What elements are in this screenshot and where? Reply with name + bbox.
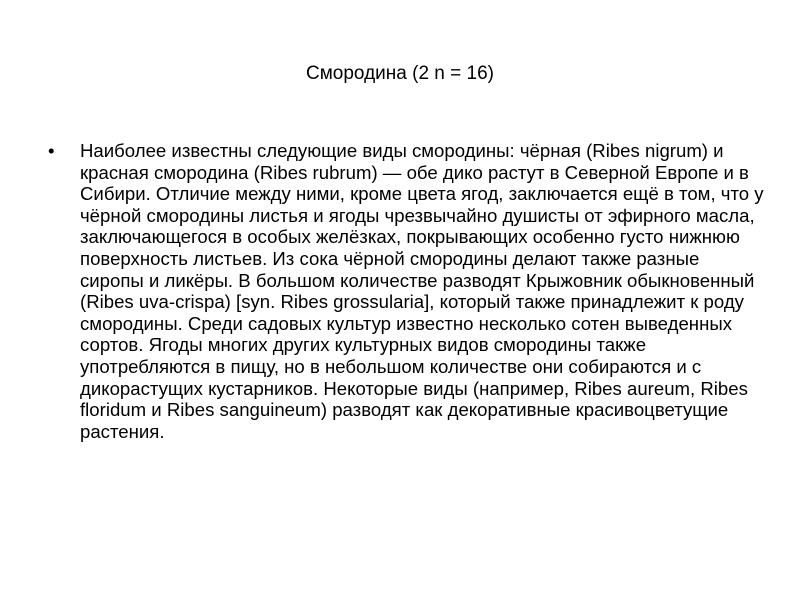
bullet-item bbox=[48, 140, 764, 442]
slide-body bbox=[48, 140, 764, 442]
bullet-text: Наиболее известны следующие виды смородины: чёрная (Ribes nigrum) и красная смородина (Ribes rubrum) — обе дико растут в Северной Европе и в Сибири. Отличие между ними, кроме цвета ягод, заключается ещё в том, что у чёрной смородины листья и ягоды чрезвычайно душисты от эфирного масла, заключающегося в особых желёзках, покрывающих особенно густо нижнюю поверхность листьев. Из сока чёрной смородины делают также разные сиропы и ликёры. В большом количестве разводят Крыжовник обыкновенный (Ribes uva-crispa) [syn. Ribes grossularia], который также принадлежит к роду смородины. Среди садовых культур известно несколько сотен выведенных сортов. Ягоды многих других культурных видов смородины также употребляются в пищу, но в небольшом количестве они собираются и с дикорастущих кустарников. Некоторые виды (например, Ribes aureum, Ribes floridum и Ribes sanguineum) разводят как декоративные красивоцветущие растения. bbox=[80, 140, 764, 442]
slide-title: Смородина (2 n = 16) bbox=[306, 63, 494, 84]
bullet-marker: • bbox=[48, 140, 55, 161]
